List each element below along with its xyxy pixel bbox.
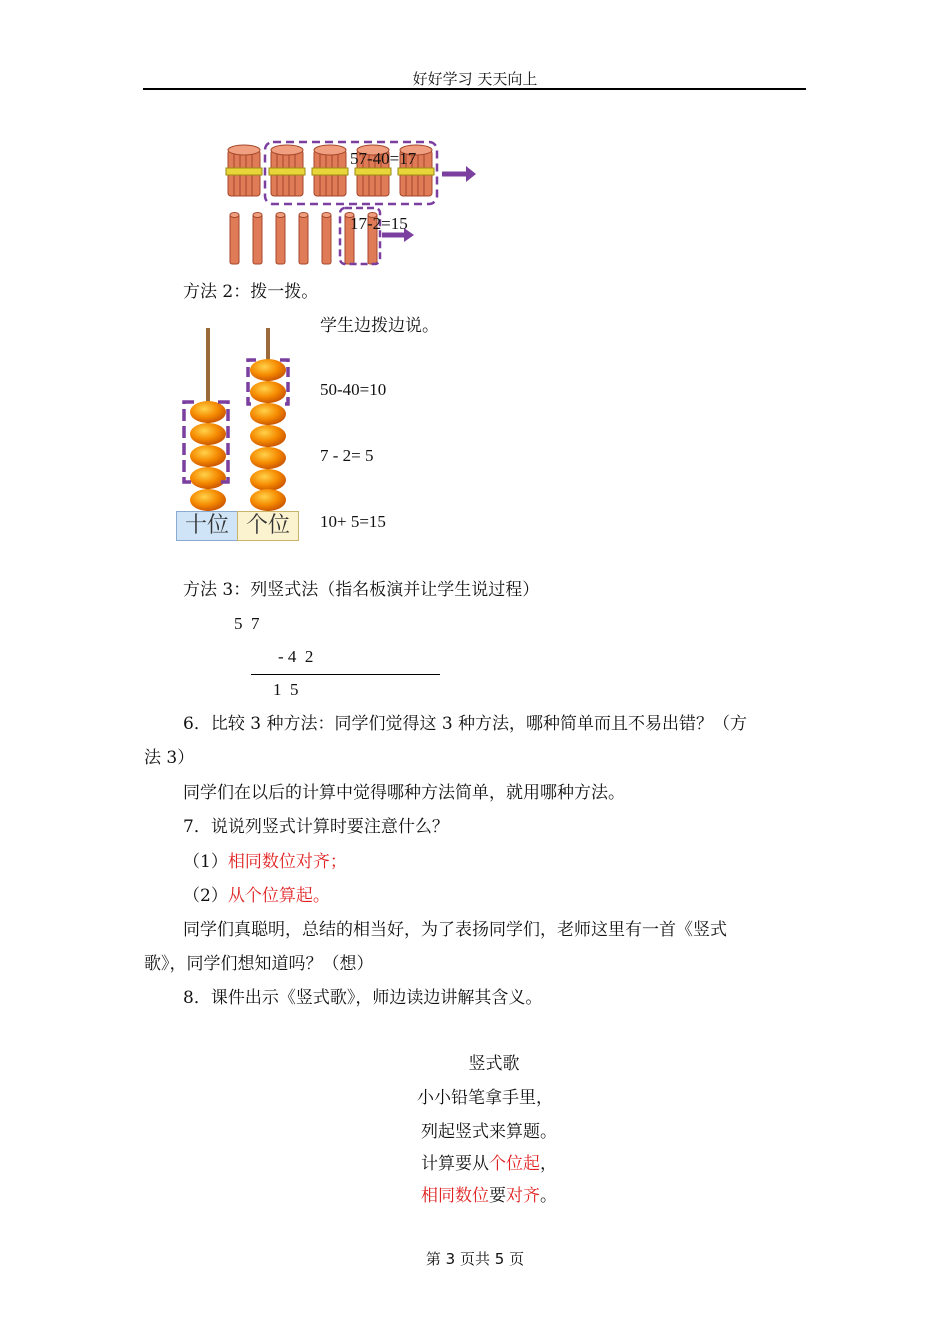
page-header: 好好学习 天天向上	[412, 70, 538, 88]
tens-place-label: 十位	[176, 511, 238, 541]
item-2	[183, 885, 330, 907]
method2-equation-3: 10+ 5=15	[320, 512, 386, 531]
para8: 8．课件出示《竖式歌》，师边读边讲解其含义。	[183, 988, 543, 1008]
poem-line-1: 小小铅笔拿手里，	[417, 1088, 553, 1108]
poem-line-3	[0, 1153, 950, 1175]
poem-line-4-highlight-2: 对齐	[506, 1186, 540, 1206]
figure-equation-2: 17-2=15	[350, 214, 408, 233]
arrow-right-icon	[466, 166, 476, 182]
para-use-method: 同学们在以后的计算中觉得哪种方法简单，就用哪种方法。	[183, 783, 625, 803]
vertical-subtrahend: - 4 2	[278, 647, 314, 666]
poem-line-4-highlight-1: 相同数位	[421, 1186, 489, 1206]
praise-line2: 歌》，同学们想知道吗？（想）	[144, 954, 374, 974]
item-1-number: （1）	[183, 852, 228, 872]
header-rule	[143, 88, 806, 90]
poem-title: 竖式歌	[468, 1054, 520, 1074]
method2-equation-1: 50-40=10	[320, 380, 387, 399]
para6-line1: 6．比较 3 种方法：同学们觉得这 3 种方法，哪种简单而且不易出错？（方	[183, 714, 748, 734]
vertical-minuend: 5 7	[234, 614, 260, 633]
method2-note: 学生边拨边说。	[320, 316, 439, 336]
para6-line2: 法 3）	[144, 748, 195, 768]
method3-heading: 方法 3：列竖式法（指名板演并让学生说过程）	[183, 580, 540, 600]
poem-line-4	[0, 1185, 950, 1207]
poem-line-3-part: 计算要从	[421, 1154, 489, 1174]
poem-line-4-punct: 。	[540, 1186, 557, 1206]
para7: 7．说说列竖式计算时要注意什么？	[183, 817, 449, 837]
tens-beads	[190, 401, 226, 511]
method2-equation-2: 7 - 2= 5	[320, 446, 374, 465]
poem-line-4-part: 要	[489, 1186, 506, 1206]
item-1-text: 相同数位对齐；	[227, 852, 347, 872]
item-2-number: （2）	[183, 886, 228, 906]
figure-equation-1: 57-40=17	[350, 149, 417, 168]
item-2-text: 从个位算起。	[227, 886, 330, 906]
vertical-rule	[251, 674, 440, 675]
item-1	[183, 851, 347, 873]
praise-line1: 同学们真聪明，总结的相当好，为了表扬同学们，老师这里有一首《竖式	[183, 920, 727, 940]
method2-heading: 方法 2：拨一拨。	[183, 282, 319, 302]
ones-beads	[250, 359, 286, 511]
poem-line-3-highlight: 个位起	[489, 1154, 540, 1174]
poem-line-3-punct: ，	[540, 1154, 557, 1174]
poem-line-2: 列起竖式来算题。	[421, 1122, 557, 1142]
page-footer: 第 3 页共 5 页	[425, 1250, 525, 1268]
ones-place-label: 个位	[237, 511, 299, 541]
vertical-difference: 1 5	[273, 680, 299, 699]
abacus	[172, 322, 304, 518]
